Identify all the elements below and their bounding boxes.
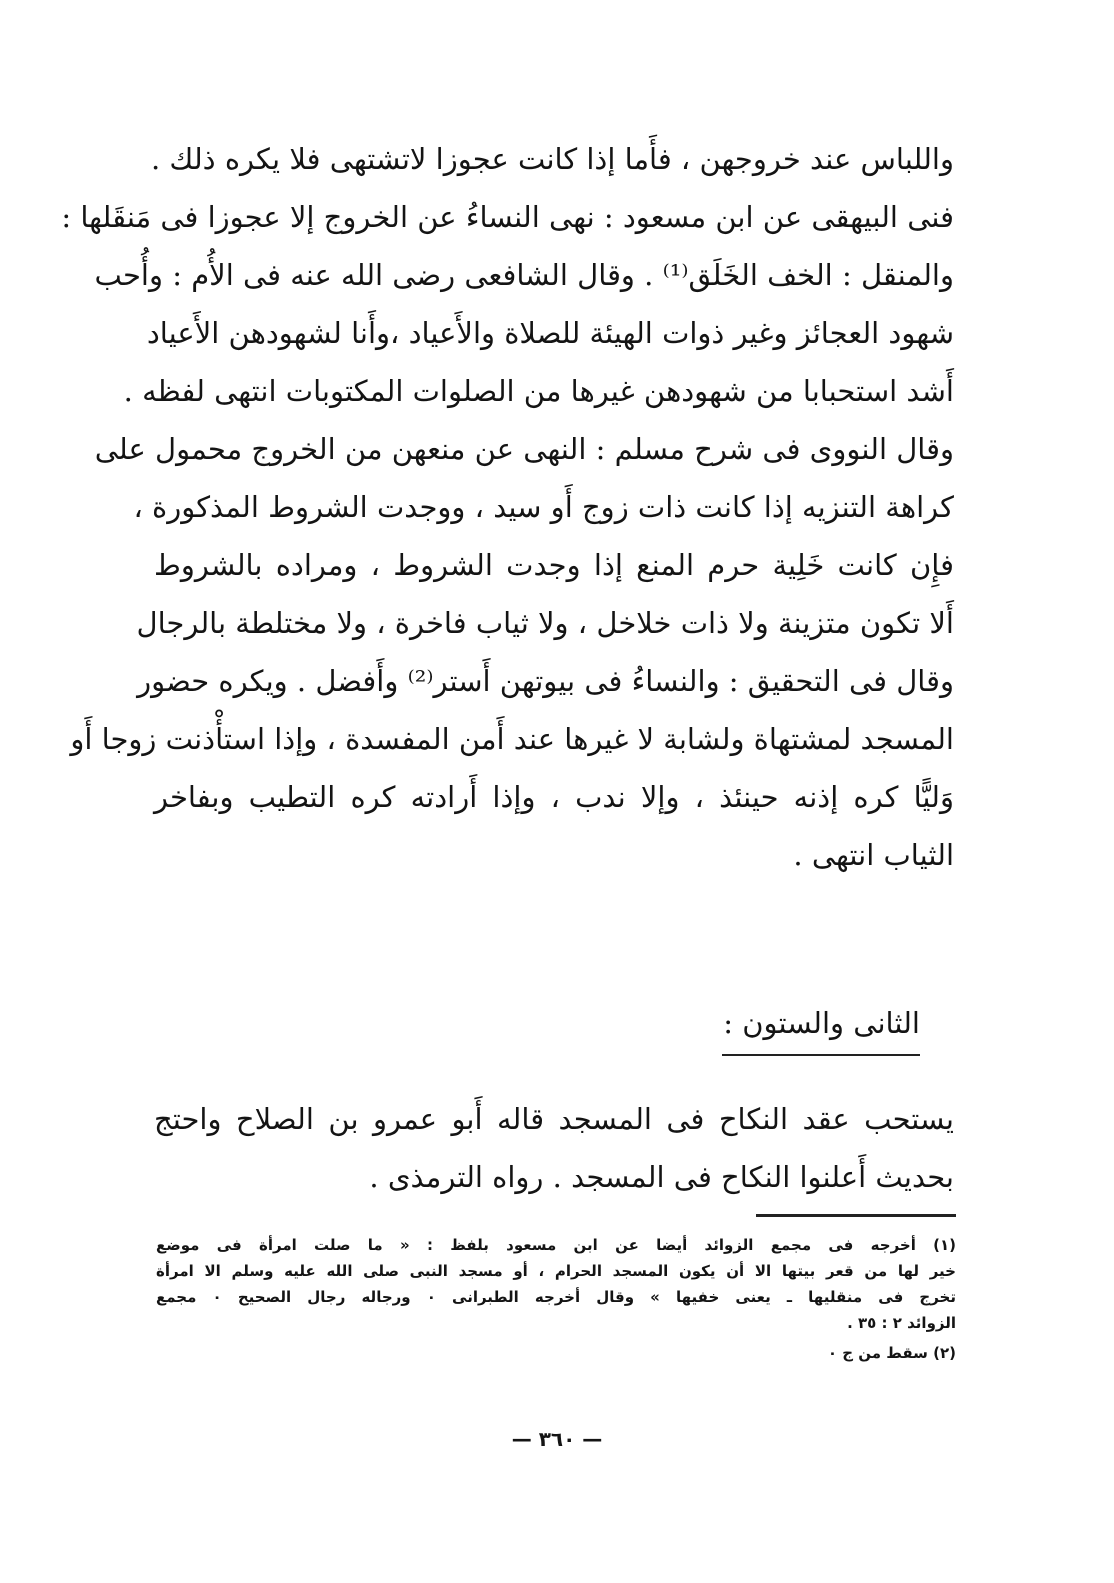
text-line: والمنقل : الخف الخَلَق⁽¹⁾ . وقال الشافعى رضى الله عنه فى الأُم : وأُحب [94,258,954,292]
text-line: وَليًّا كره إذنه حينئذ ، وإلا ندب ، وإذا أَرادته كره التطيب وبفاخر [154,780,954,814]
text-line: واللباس عند خروجهن ، فأَما إذا كانت عجوزا لاتشتهى فلا يكره ذلك . [150,142,954,176]
text-line: يستحب عقد النكاح فى المسجد قاله أَبو عمرو بن الصلاح واحتج [154,1102,954,1136]
text-line: بحديث أَعلنوا النكاح فى المسجد . رواه الترمذى . [369,1160,954,1194]
text-line: كراهة التنزيه إذا كانت ذات زوج أَو سيد ، ووجدت الشروط المذكورة ، [133,490,954,524]
text-line: شهود العجائز وغير ذوات الهيئة للصلاة والأَعياد ،وأَنا لشهودهن الأَعياد [146,316,954,350]
footnote-1-line: الزوائد ٢ : ٣٥ . [847,1314,956,1332]
footnote-1-line: تخرج فى منقليها ـ يعنى خفيها » وقال أخرجه الطبرانى ٠ ورجاله رجال الصحيح ٠ مجمع [156,1288,956,1306]
text-line: فإِن كانت خَلِية حرم المنع إذا وجدت الشروط ، ومراده بالشروط [154,548,954,582]
section-heading: الثانى والستون : [723,1006,920,1040]
footnote-1-line: خير لها من قعر بيتها الا أن يكون المسجد الحرام ، أو مسجد النبى صلى الله عليه وسلم الا امرأة [156,1262,956,1280]
footnote-separator [756,1214,956,1217]
heading-underline [722,1054,920,1056]
text-line: أَشد استحبابا من شهودهن غيرها من الصلوات المكتوبات انتهى لفظه . [123,374,954,408]
footnotes [156,1232,956,1366]
section-text-block [154,1090,954,1206]
footnote-1-line: (١) أخرجه فى مجمع الزوائد أيضا عن ابن مسعود بلفظ : « ما صلت امرأة فى موضع [156,1236,956,1254]
text-line: وقال النووى فى شرح مسلم : النهى عن منعهن من الخروج محمول على [94,432,954,466]
main-text-block [61,130,954,884]
text-line: وقال فى التحقيق : والنساءُ فى بيوتهن أَستر⁽²⁾ وأَفضل . ويكره حضور [137,664,954,698]
text-line: المسجد لمشتهاة ولشابة لا غيرها عند أَمن المفسدة ، وإذا استأْذنت زوجا أَو [70,722,954,756]
text-line: فنى البيهقى عن ابن مسعود : نهى النساءُ عن الخروج إلا عجوزا فى مَنقَلها : [61,200,954,234]
footnote-2: (٢) سقط من ج ٠ [827,1344,956,1362]
page-number: — ٣٦٠ — [511,1427,603,1451]
text-line: الثياب انتهى . [793,838,954,872]
text-line: أَلا تكون متزينة ولا ذات خلاخل ، ولا ثياب فاخرة ، ولا مختلطة بالرجال [136,606,954,640]
